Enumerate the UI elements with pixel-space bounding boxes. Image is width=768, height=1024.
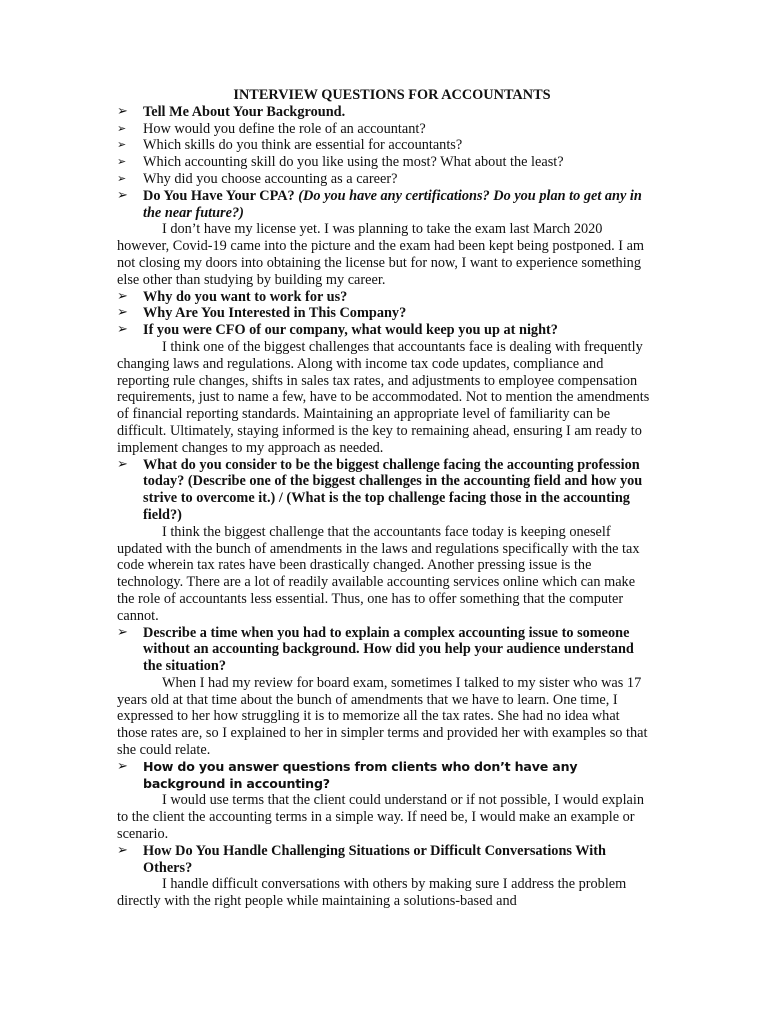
arrow-bullet-icon: ➢ — [117, 624, 128, 640]
answer-paragraph: When I had my review for board exam, sometimes I talked to my sister who was 17 years old at that time about the bunch of amendments that we have to learn. One time, I expressed to her how struggling it is to memorize all the tax rates. She had no idea what those rates are, so I explained to her in simpler terms and provided her with examples so that she could relate. — [117, 674, 648, 759]
arrow-bullet-icon: ➢ — [117, 121, 127, 135]
arrow-bullet-icon: ➢ — [117, 187, 128, 203]
arrow-bullet-icon: ➢ — [117, 138, 127, 152]
document-title: INTERVIEW QUESTIONS FOR ACCOUNTANTS — [233, 87, 551, 103]
document-body — [117, 87, 653, 910]
answer-paragraph: I think one of the biggest challenges that accountants face is dealing with frequently changing laws and regulations. Along with income tax code updates, compliance and reporting rule changes, shifts in sales tax rates, and adjustments to employee compensation requirements, just to name a few, have to be accommodated. Not to mention the amendments of financial reporting standards. Maintaining an appropriate level of familiarity can be difficult. Ultimately, staying informed is the key to remaining ahead, ensuring I am ready to implement changes to my approach as needed. — [117, 338, 650, 456]
sub-question — [117, 154, 653, 171]
arrow-bullet-icon: ➢ — [117, 103, 128, 119]
arrow-bullet-icon: ➢ — [117, 288, 128, 304]
answer-paragraph: I would use terms that the client could understand or if not possible, I would explain to the client the accounting terms in a simple way. If need be, I would make an example or scenario. — [117, 792, 645, 843]
sub-question-text: How would you define the role of an accountant? — [143, 120, 426, 137]
question-text: How Do You Handle Challenging Situations or Difficult Conversations With Others? — [143, 842, 606, 876]
arrow-bullet-icon: ➢ — [117, 305, 128, 321]
question-clients — [117, 759, 653, 793]
question-text: If you were CFO of our company, what would keep you up at night? — [143, 322, 558, 339]
question-why-work — [117, 289, 653, 306]
sub-question — [117, 137, 653, 154]
question-text: Do You Have Your CPA? — [143, 187, 295, 204]
answer-paragraph: I think the biggest challenge that the accountants face today is keeping oneself updated with the bunch of amendments in the laws and regulations specifically with the tax code wherein tax rates have been drastically changed. Another pressing issue is the technology. There are a lot of readily available accounting services online which can make the role of accountants less essential. Thus, one has to offer something that the computer cannot. — [117, 523, 640, 624]
question-explain-complex — [117, 625, 653, 675]
question-text: Describe a time when you had to explain a complex accounting issue to someone without an accounting background. How did you help your audience understand the situation? — [143, 624, 634, 675]
question-text: How do you answer questions from clients who don’t have any background in accounting? — [143, 758, 578, 791]
arrow-bullet-icon: ➢ — [117, 171, 127, 185]
question-text: What do you consider to be the biggest challenge facing the accounting profession today? (Describe one of the biggest challenges in the accounting field and how you strive to overcome it.) / (What is the top challenge facing those in the accounting field?) — [143, 456, 643, 523]
arrow-bullet-icon: ➢ — [117, 758, 128, 774]
question-text: Tell Me About Your Background. — [143, 103, 346, 120]
arrow-bullet-icon: ➢ — [117, 322, 128, 338]
question-biggest-challenge — [117, 457, 653, 524]
answer-paragraph: I don’t have my license yet. I was planning to take the exam last March 2020 however, Covid-19 came into the picture and the exam had been kept being postponed. I am not closing my doors into obtaining the license but for now, I want to experience something else other than studying by building my career. — [117, 221, 645, 288]
sub-question — [117, 171, 653, 188]
question-text: Why Are You Interested in This Company? — [143, 305, 407, 322]
sub-question-text: Which skills do you think are essential for accountants? — [143, 137, 463, 154]
arrow-bullet-icon: ➢ — [117, 842, 128, 858]
sub-question-text: Which accounting skill do you like using the most? What about the least? — [143, 154, 564, 171]
question-cpa — [117, 188, 653, 222]
question-cfo — [117, 322, 653, 339]
question-italic-text: (Do you have any certifications? Do you plan to get any in the near future?) — [143, 187, 642, 221]
question-difficult-conversations — [117, 843, 653, 877]
question-background — [117, 104, 653, 121]
answer-paragraph: I handle difficult conversations with others by making sure I address the problem directly with the right people while maintaining a solutions-based and — [117, 876, 627, 910]
arrow-bullet-icon: ➢ — [117, 456, 128, 472]
arrow-bullet-icon: ➢ — [117, 155, 127, 169]
sub-question — [117, 121, 653, 138]
question-interested — [117, 305, 653, 322]
sub-question-text: Why did you choose accounting as a career? — [143, 170, 398, 187]
question-text: Why do you want to work for us? — [143, 288, 348, 305]
